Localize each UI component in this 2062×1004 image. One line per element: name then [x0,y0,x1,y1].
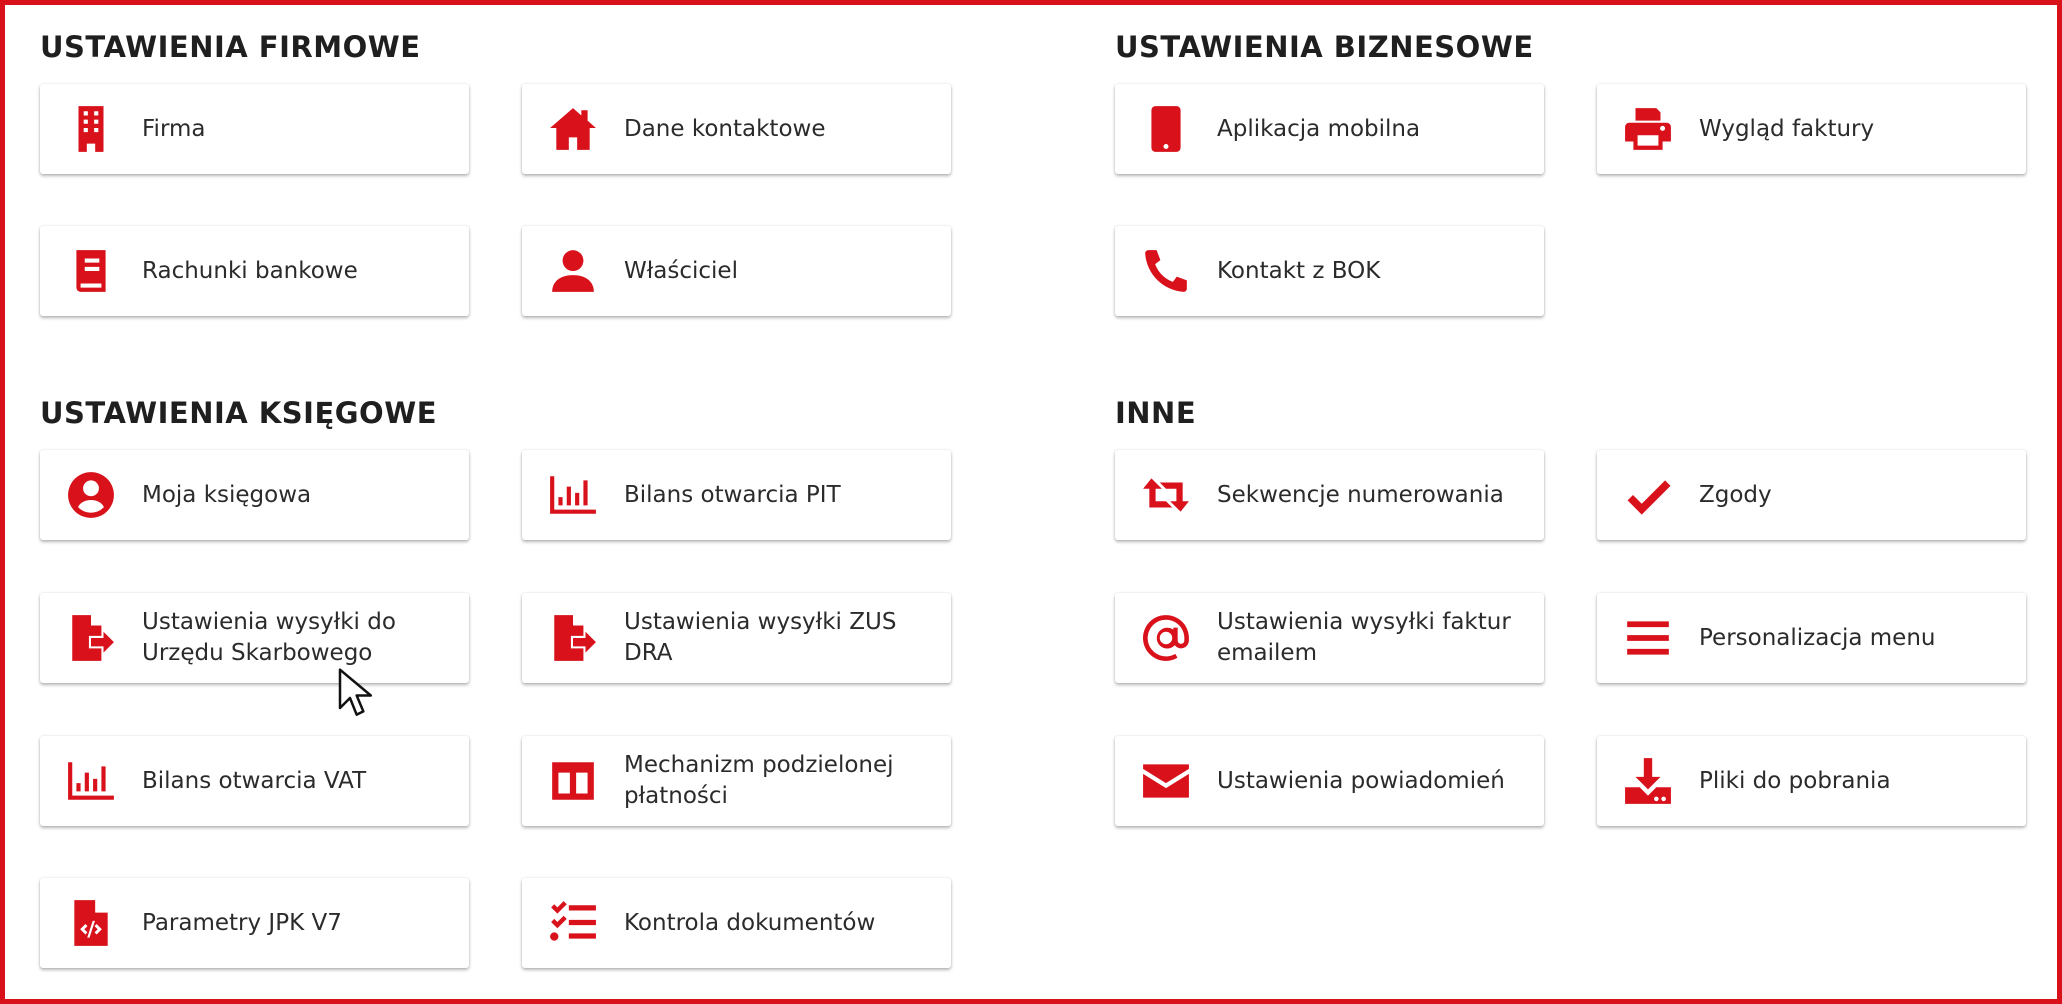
bar-chart-icon [522,450,624,540]
card-label: Sekwencje numerowania [1217,481,1504,508]
mobile-phone-icon [1115,84,1217,174]
section-title-inne: INNE [1115,396,1197,430]
columns-icon [522,736,624,826]
card-label: Ustawienia wysyłki ZUS DRA [624,609,897,666]
printer-icon [1597,84,1699,174]
card-label: Moja księgowa [142,481,312,508]
card-label: Ustawienia wysyłki do Urzędu Skarbowego [142,609,396,666]
settings-card-kontrola-dokumentow[interactable] [522,878,951,968]
retweet-icon [1115,450,1217,540]
card-label: Pliki do pobrania [1699,767,1891,794]
card-label: Ustawienia wysyłki faktur emailem [1217,609,1511,666]
card-label: Wygląd faktury [1699,115,1875,142]
settings-card-bilans-otwarcia-vat[interactable] [40,736,469,826]
mouse-cursor-icon [338,668,372,718]
card-label: Właściciel [624,257,738,284]
card-label: Ustawienia powiadomień [1217,767,1505,794]
at-sign-icon [1115,593,1217,683]
card-label: Personalizacja menu [1699,624,1936,651]
card-label: Dane kontaktowe [624,115,826,142]
card-label: Zgody [1699,481,1772,508]
phone-icon [1115,226,1217,316]
settings-card-sekwencje-numerowania[interactable] [1115,450,1544,540]
envelope-icon [1115,736,1217,826]
settings-card-ustawienia-powiadomien[interactable] [1115,736,1544,826]
settings-card-wyglad-faktury[interactable] [1597,84,2026,174]
menu-bars-icon [1597,593,1699,683]
file-code-icon [40,878,142,968]
bar-chart-icon [40,736,142,826]
card-label: Mechanizm podzielonej płatności [624,752,894,809]
settings-card-personalizacja-menu[interactable] [1597,593,2026,683]
settings-card-wysylka-urzad-skarbowy[interactable] [40,593,469,683]
file-export-icon [40,593,142,683]
card-label: Parametry JPK V7 [142,909,342,936]
settings-card-kontakt-z-bok[interactable] [1115,226,1544,316]
file-export-icon [522,593,624,683]
settings-card-mechanizm-podzielonej-platnosci[interactable] [522,736,951,826]
section-title-firmowe: USTAWIENIA FIRMOWE [40,30,421,64]
user-icon [522,226,624,316]
settings-card-wlasciciel[interactable] [522,226,951,316]
settings-card-parametry-jpk-v7[interactable] [40,878,469,968]
section-title-biznesowe: USTAWIENIA BIZNESOWE [1115,30,1534,64]
settings-card-bilans-otwarcia-pit[interactable] [522,450,951,540]
settings-card-aplikacja-mobilna[interactable] [1115,84,1544,174]
card-label: Bilans otwarcia PIT [624,481,841,508]
card-label: Kontrola dokumentów [624,909,876,936]
card-label: Bilans otwarcia VAT [142,767,367,794]
building-icon [40,84,142,174]
download-icon [1597,736,1699,826]
book-icon [40,226,142,316]
settings-card-dane-kontaktowe[interactable] [522,84,951,174]
home-icon [522,84,624,174]
settings-card-rachunki-bankowe[interactable] [40,226,469,316]
settings-card-pliki-do-pobrania[interactable] [1597,736,2026,826]
section-title-ksiegowe: USTAWIENIA KSIĘGOWE [40,396,438,430]
card-label: Firma [142,115,206,142]
card-label: Aplikacja mobilna [1217,115,1421,142]
card-label: Kontakt z BOK [1217,257,1381,284]
settings-card-wysylka-zus-dra[interactable] [522,593,951,683]
settings-card-firma[interactable] [40,84,469,174]
check-icon [1597,450,1699,540]
card-label: Rachunki bankowe [142,257,358,284]
settings-card-wysylka-faktur-email[interactable] [1115,593,1544,683]
settings-card-zgody[interactable] [1597,450,2026,540]
checklist-icon [522,878,624,968]
settings-card-moja-ksiegowa[interactable] [40,450,469,540]
user-circle-icon [40,450,142,540]
